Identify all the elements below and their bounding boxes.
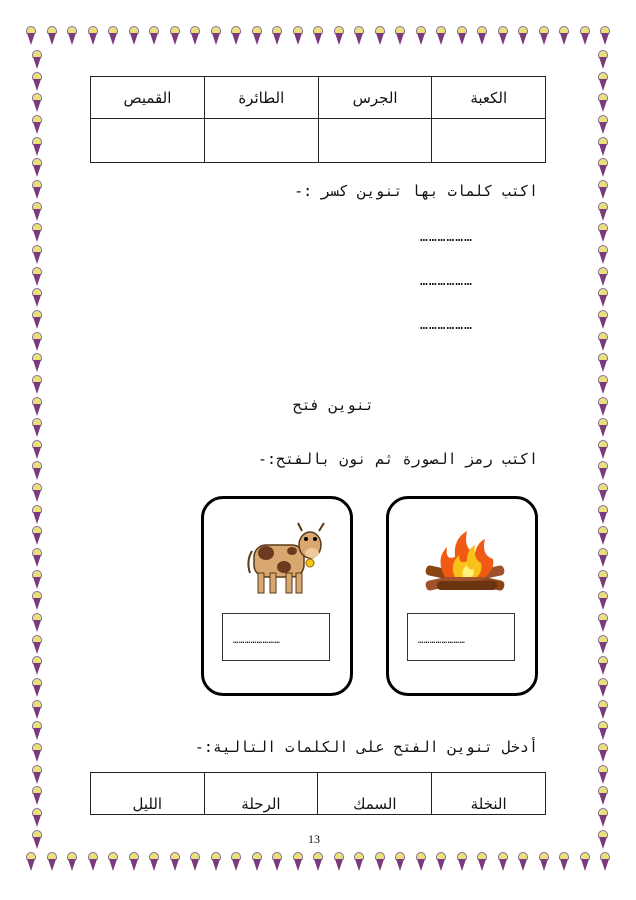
cone-icon xyxy=(108,852,118,872)
cone-icon xyxy=(598,591,608,611)
cone-icon xyxy=(598,440,608,460)
fire-picture xyxy=(415,529,515,599)
cone-icon xyxy=(32,678,42,698)
cone-icon xyxy=(211,852,221,872)
cone-icon xyxy=(293,26,303,46)
cone-icon xyxy=(149,852,159,872)
border-left xyxy=(26,0,48,900)
instruction-kasr: اكتب كلمات بها تنوين كسر :- xyxy=(294,182,538,200)
cone-icon xyxy=(598,505,608,525)
cone-icon xyxy=(498,852,508,872)
cone-icon xyxy=(598,245,608,265)
cone-icon xyxy=(272,852,282,872)
cone-icon xyxy=(88,852,98,872)
cone-icon xyxy=(477,852,487,872)
cone-icon xyxy=(190,26,200,46)
cone-icon xyxy=(598,223,608,243)
cone-icon xyxy=(395,852,405,872)
cone-icon xyxy=(598,50,608,70)
cone-icon xyxy=(32,50,42,70)
cone-icon xyxy=(32,526,42,546)
cone-icon xyxy=(32,180,42,200)
cone-icon xyxy=(32,353,42,373)
cone-icon xyxy=(598,180,608,200)
cone-icon xyxy=(32,786,42,806)
cone-icon xyxy=(32,830,42,850)
table-row xyxy=(91,119,546,163)
answer-blank[interactable]: ……………… xyxy=(420,230,473,245)
cone-icon xyxy=(32,223,42,243)
instruction-fath: اكتب رمز الصورة ثم نون بالفتح:- xyxy=(258,450,538,468)
answer-cell[interactable] xyxy=(204,119,318,163)
cone-icon xyxy=(598,786,608,806)
cone-icon xyxy=(32,72,42,92)
cone-icon xyxy=(32,440,42,460)
cone-icon xyxy=(598,137,608,157)
cone-icon xyxy=(32,397,42,417)
cone-icon xyxy=(32,591,42,611)
word-cell[interactable]: الرحلة xyxy=(204,773,318,815)
cone-icon xyxy=(598,721,608,741)
cone-icon xyxy=(416,26,426,46)
cone-icon xyxy=(32,137,42,157)
cone-icon xyxy=(32,461,42,481)
cone-icon xyxy=(518,852,528,872)
cone-icon xyxy=(457,26,467,46)
cone-icon xyxy=(598,418,608,438)
cone-icon xyxy=(149,26,159,46)
cone-icon xyxy=(108,26,118,46)
cone-icon xyxy=(598,808,608,828)
cone-icon xyxy=(598,267,608,287)
cone-icon xyxy=(32,548,42,568)
cone-icon xyxy=(559,852,569,872)
top-word-table xyxy=(90,76,546,163)
cone-icon xyxy=(354,26,364,46)
cone-icon xyxy=(32,700,42,720)
cone-icon xyxy=(477,26,487,46)
word-cell[interactable]: النخلة xyxy=(432,773,546,815)
cone-icon xyxy=(539,852,549,872)
table-row xyxy=(91,77,546,119)
cone-icon xyxy=(598,397,608,417)
cone-icon xyxy=(129,26,139,46)
table-cell: الطائرة xyxy=(204,77,318,119)
picture-card-cow xyxy=(201,496,353,696)
cone-icon xyxy=(598,93,608,113)
cone-icon xyxy=(436,852,446,872)
cone-icon xyxy=(32,808,42,828)
cone-icon xyxy=(395,26,405,46)
cone-icon xyxy=(129,852,139,872)
page-number: 13 xyxy=(308,832,320,846)
cone-icon xyxy=(32,505,42,525)
cone-icon xyxy=(598,332,608,352)
cone-icon xyxy=(32,332,42,352)
answer-cell[interactable] xyxy=(432,119,546,163)
answer-box[interactable] xyxy=(407,613,515,661)
cone-icon xyxy=(32,765,42,785)
cone-icon xyxy=(598,353,608,373)
cone-icon xyxy=(32,743,42,763)
answer-blank[interactable]: ……………… xyxy=(420,274,473,289)
cone-icon xyxy=(518,26,528,46)
cone-icon xyxy=(598,635,608,655)
cone-icon xyxy=(416,852,426,872)
cone-icon xyxy=(375,26,385,46)
answer-cell[interactable] xyxy=(91,119,205,163)
answer-blank[interactable]: ……………… xyxy=(420,318,473,333)
answer-dots: …………………… xyxy=(418,636,466,646)
cone-icon xyxy=(559,26,569,46)
cone-icon xyxy=(334,852,344,872)
cone-icon xyxy=(32,418,42,438)
cone-icon xyxy=(598,548,608,568)
cone-icon xyxy=(252,26,262,46)
cone-icon xyxy=(457,852,467,872)
answer-dots: …………………… xyxy=(233,636,281,646)
border-right xyxy=(592,0,614,900)
cone-icon xyxy=(598,656,608,676)
cone-icon xyxy=(231,852,241,872)
word-cell[interactable]: السمك xyxy=(318,773,432,815)
cone-icon xyxy=(32,635,42,655)
cone-icon xyxy=(32,245,42,265)
cone-icon xyxy=(598,375,608,395)
cone-icon xyxy=(598,158,608,178)
cone-icon xyxy=(32,570,42,590)
cone-icon xyxy=(67,852,77,872)
cone-icon xyxy=(293,852,303,872)
cone-icon xyxy=(598,288,608,308)
cone-icon xyxy=(598,613,608,633)
table-cell: القميص xyxy=(91,77,205,119)
cone-icon xyxy=(190,852,200,872)
cone-icon xyxy=(32,202,42,222)
cone-icon xyxy=(170,852,180,872)
table-row xyxy=(91,773,546,815)
cone-icon xyxy=(354,852,364,872)
cone-icon xyxy=(32,267,42,287)
cone-icon xyxy=(32,613,42,633)
cone-icon xyxy=(32,375,42,395)
cone-icon xyxy=(32,158,42,178)
cone-icon xyxy=(32,93,42,113)
cone-icon xyxy=(598,526,608,546)
cone-icon xyxy=(334,26,344,46)
cone-icon xyxy=(32,656,42,676)
words-table xyxy=(90,772,546,815)
border-bottom xyxy=(0,852,636,874)
cone-icon xyxy=(598,310,608,330)
cone-icon xyxy=(375,852,385,872)
cone-icon xyxy=(47,852,57,872)
cone-icon xyxy=(598,461,608,481)
cone-icon xyxy=(32,310,42,330)
cone-icon xyxy=(32,483,42,503)
cone-icon xyxy=(211,26,221,46)
cone-icon xyxy=(598,202,608,222)
cone-icon xyxy=(67,26,77,46)
cone-icon xyxy=(580,26,590,46)
section-title: تنوين فتح xyxy=(292,396,374,414)
cone-icon xyxy=(598,765,608,785)
cone-icon xyxy=(498,26,508,46)
cone-icon xyxy=(88,26,98,46)
cone-icon xyxy=(32,288,42,308)
table-cell: الكعبة xyxy=(432,77,546,119)
cone-icon xyxy=(598,72,608,92)
border-top xyxy=(0,26,636,48)
cone-icon xyxy=(539,26,549,46)
cone-icon xyxy=(313,26,323,46)
cone-icon xyxy=(47,26,57,46)
word-cell[interactable]: الليل xyxy=(91,773,205,815)
cone-icon xyxy=(598,483,608,503)
picture-card-fire xyxy=(386,496,538,696)
instruction-words: أدخل تنوين الفتح على الكلمات التالية:- xyxy=(194,738,538,756)
cone-icon xyxy=(598,570,608,590)
table-cell: الجرس xyxy=(318,77,432,119)
cone-icon xyxy=(170,26,180,46)
cone-icon xyxy=(32,721,42,741)
cow-picture xyxy=(244,521,334,601)
cone-icon xyxy=(272,26,282,46)
cone-icon xyxy=(32,115,42,135)
cone-icon xyxy=(598,830,608,850)
cone-icon xyxy=(580,852,590,872)
cone-icon xyxy=(598,700,608,720)
cone-icon xyxy=(598,743,608,763)
cone-icon xyxy=(231,26,241,46)
cone-icon xyxy=(313,852,323,872)
cone-icon xyxy=(598,115,608,135)
cone-icon xyxy=(598,678,608,698)
answer-cell[interactable] xyxy=(318,119,432,163)
answer-box[interactable] xyxy=(222,613,330,661)
cone-icon xyxy=(436,26,446,46)
cone-icon xyxy=(252,852,262,872)
